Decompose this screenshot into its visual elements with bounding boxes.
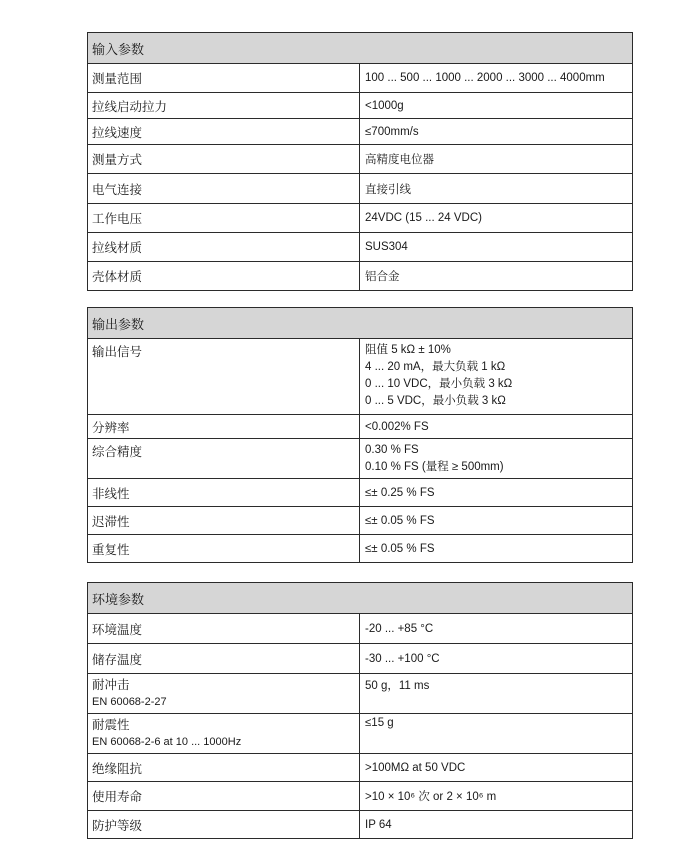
row-label: 重复性 [88,535,360,563]
row-label: 拉线启动拉力 [88,93,360,119]
row-value: 100 ... 500 ... 1000 ... 2000 ... 3000 ... 4000mm [360,64,633,93]
row-value: >10 × 10⁶ 次 or 2 × 10⁶ m [360,782,633,811]
table-row [88,644,633,674]
row-label: 输出信号 [88,339,360,415]
row-label: 壳体材质 [88,262,360,291]
row-label: 绝缘阻抗 [88,754,360,782]
signal-line: 0 ... 5 VDC，最小负载 3 kΩ [365,395,506,407]
row-label: 电气连接 [88,174,360,204]
table-row [88,479,633,507]
row-value: ≤± 0.25 % FS [360,479,633,507]
row-label: 使用寿命 [88,782,360,811]
table-row [88,439,633,479]
signal-line: 0 ... 10 VDC，最小负载 3 kΩ [365,378,513,390]
row-label: 拉线材质 [88,233,360,262]
row-label [88,714,360,754]
row-label: 迟滞性 [88,507,360,535]
accuracy-line: 0.30 % FS [365,444,419,456]
table-row [88,614,633,644]
table-row [88,262,633,291]
table-row [88,145,633,174]
output-params-table [87,307,633,563]
table-row [88,674,633,714]
signal-line: 阻值 5 kΩ ± 10% [365,344,451,356]
output-params-title: 输出参数 [88,308,633,339]
table-row [88,204,633,233]
table-row [88,415,633,439]
row-value: 50 g，11 ms [360,674,633,714]
row-value: ≤± 0.05 % FS [360,507,633,535]
row-label: 储存温度 [88,644,360,674]
table-row [88,233,633,262]
row-label: 分辨率 [88,415,360,439]
row-label: 防护等级 [88,811,360,839]
row-value: >100MΩ at 50 VDC [360,754,633,782]
row-label: 拉线速度 [88,119,360,145]
section-header [88,583,633,614]
row-value: SUS304 [360,233,633,262]
row-label: 环境温度 [88,614,360,644]
env-params-table [87,582,633,839]
table-row [88,339,633,415]
row-label: 非线性 [88,479,360,507]
row-value: 直接引线 [360,174,633,204]
shock-standard: EN 60068-2-27 [92,696,167,708]
row-value [360,439,633,479]
row-value: -30 ... +100 °C [360,644,633,674]
accuracy-line: 0.10 % FS (量程 ≥ 500mm) [365,461,504,473]
env-params-title: 环境参数 [88,583,633,614]
vibration-standard: EN 60068-2-6 at 10 ... 1000Hz [92,736,242,748]
row-value: ≤700mm/s [360,119,633,145]
row-label: 测量方式 [88,145,360,174]
input-params-table [87,32,633,291]
row-value: 高精度电位器 [360,145,633,174]
section-header [88,308,633,339]
row-label: 综合精度 [88,439,360,479]
row-label: 测量范围 [88,64,360,93]
section-header [88,33,633,64]
table-row [88,64,633,93]
row-value: 24VDC (15 ... 24 VDC) [360,204,633,233]
signal-line: 4 ... 20 mA，最大负载 1 kΩ [365,361,506,373]
row-value: ≤15 g [360,714,633,754]
table-row [88,714,633,754]
row-value: 铝合金 [360,262,633,291]
table-row [88,93,633,119]
vibration-label: 耐震性 [92,718,130,732]
row-value: ≤± 0.05 % FS [360,535,633,563]
row-label: 工作电压 [88,204,360,233]
shock-label: 耐冲击 [92,678,130,692]
row-value: <1000g [360,93,633,119]
input-params-title: 输入参数 [88,33,633,64]
table-row [88,811,633,839]
row-value [360,339,633,415]
row-value: <0.002% FS [360,415,633,439]
table-row [88,507,633,535]
row-label [88,674,360,714]
table-row [88,782,633,811]
row-value: -20 ... +85 °C [360,614,633,644]
table-row [88,119,633,145]
table-row [88,535,633,563]
table-row [88,174,633,204]
row-value: IP 64 [360,811,633,839]
table-row [88,754,633,782]
